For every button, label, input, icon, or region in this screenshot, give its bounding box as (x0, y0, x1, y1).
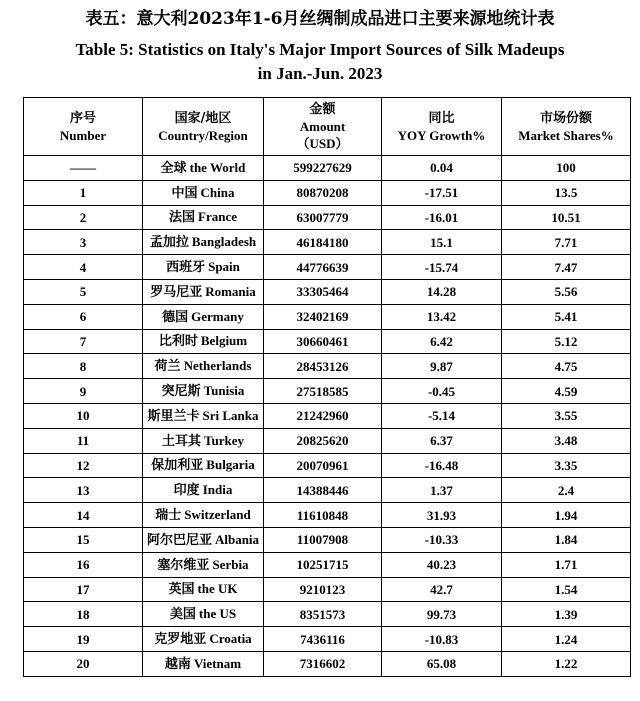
table-row (24, 651, 631, 676)
cell-share: 4.59 (502, 379, 631, 404)
cell-yoy: -5.14 (382, 403, 502, 428)
cell-amount: 27518585 (264, 379, 382, 404)
table-row (24, 403, 631, 428)
cell-yoy: 31.93 (382, 503, 502, 528)
table-header-row (24, 98, 631, 156)
cell-share: 10.51 (502, 205, 631, 230)
country-name-cn: 美国 (169, 607, 196, 623)
cell-country (143, 279, 264, 304)
table-row (24, 577, 631, 602)
country-name-cn: 阿尔巴尼亚 (146, 532, 212, 548)
cell-amount: 33305464 (264, 279, 382, 304)
cell-amount: 8351573 (264, 602, 382, 627)
country-name-en: Croatia (209, 631, 252, 647)
cell-yoy: 40.23 (382, 552, 502, 577)
cell-country (143, 180, 264, 205)
cell-share: 5.41 (502, 304, 631, 329)
country-name-cn: 全球 (160, 160, 187, 176)
cell-yoy: 15.1 (382, 230, 502, 255)
country-name-cn: 德国 (162, 309, 189, 325)
cell-share: 1.84 (502, 527, 631, 552)
cell-yoy: 1.37 (382, 478, 502, 503)
country-name-cn: 荷兰 (154, 359, 181, 375)
cell-share: 1.54 (502, 577, 631, 602)
cell-amount: 44776639 (264, 255, 382, 280)
cell-number: 19 (24, 627, 143, 652)
header-country-cn: 国家/地区 (174, 110, 232, 126)
cell-amount: 63007779 (264, 205, 382, 230)
cell-number: 18 (24, 602, 143, 627)
cell-number: 3 (24, 230, 143, 255)
header-share-en: Market Shares% (518, 127, 614, 143)
table-body (24, 156, 631, 677)
cell-number: 20 (24, 651, 143, 676)
cell-amount: 599227629 (264, 156, 382, 181)
cell-country (143, 428, 264, 453)
cell-number: 7 (24, 329, 143, 354)
import-sources-table (23, 97, 631, 677)
table-row (24, 180, 631, 205)
cell-yoy: -16.01 (382, 205, 502, 230)
country-name-cn: 克罗地亚 (154, 632, 207, 648)
title-english-line2: in Jan.-Jun. 2023 (257, 64, 383, 83)
country-name-en: Belgium (200, 333, 248, 349)
country-name-cn: 法国 (169, 210, 196, 226)
table-row (24, 627, 631, 652)
cell-amount: 46184180 (264, 230, 382, 255)
cell-share: 7.47 (502, 255, 631, 280)
country-name-cn: 斯里兰卡 (147, 408, 200, 424)
title-english-line1: Table 5: Statistics on Italy's Major Import Sources of Silk Madeups (75, 40, 565, 59)
header-number-cn: 序号 (69, 110, 96, 126)
table-row (24, 428, 631, 453)
table-row (24, 354, 631, 379)
header-share-cn: 市场份额 (539, 110, 592, 126)
country-name-en: Switzerland (184, 507, 251, 523)
cell-yoy: 6.42 (382, 329, 502, 354)
table-row (24, 453, 631, 478)
table-row (24, 304, 631, 329)
country-name-en: India (202, 482, 233, 498)
country-name-en: Spain (208, 259, 240, 275)
cell-share: 1.71 (502, 552, 631, 577)
cell-share: 3.35 (502, 453, 631, 478)
cell-amount: 9210123 (264, 577, 382, 602)
cell-yoy: 6.37 (382, 428, 502, 453)
header-amount-en: Amount (299, 119, 346, 134)
country-name-cn: 孟加拉 (149, 235, 189, 251)
cell-country (143, 478, 264, 503)
cell-yoy: 13.42 (382, 304, 502, 329)
cell-amount: 7316602 (264, 651, 382, 676)
cell-country (143, 255, 264, 280)
country-name-cn: 英国 (168, 582, 195, 598)
cell-yoy: -0.45 (382, 379, 502, 404)
cell-share: 7.71 (502, 230, 631, 255)
cell-country (143, 453, 264, 478)
cell-yoy: -10.33 (382, 527, 502, 552)
country-name-en: Vietnam (193, 655, 242, 671)
cell-number: 2 (24, 205, 143, 230)
header-yoy (382, 98, 502, 156)
cell-amount: 10251715 (264, 552, 382, 577)
country-name-cn: 印度 (173, 483, 200, 499)
country-name-en: the UK (197, 581, 238, 597)
cell-yoy: 42.7 (382, 577, 502, 602)
country-name-en: France (198, 209, 237, 225)
cell-share: 1.22 (502, 651, 631, 676)
cell-amount: 20070961 (264, 453, 382, 478)
header-country-en: Country/Region (158, 127, 248, 143)
cell-country (143, 577, 264, 602)
title-english (20, 38, 620, 86)
cell-share: 5.56 (502, 279, 631, 304)
cell-number: 4 (24, 255, 143, 280)
cell-number: 1 (24, 180, 143, 205)
header-share (502, 98, 631, 156)
country-name-cn: 保加利亚 (151, 458, 204, 474)
country-name-en: China (200, 184, 235, 200)
cell-yoy: -16.48 (382, 453, 502, 478)
cell-number: 10 (24, 403, 143, 428)
country-name-cn: 罗马尼亚 (150, 284, 203, 300)
cell-number: 13 (24, 478, 143, 503)
cell-country (143, 304, 264, 329)
country-name-cn: 比利时 (158, 334, 198, 350)
header-number (24, 98, 143, 156)
cell-country (143, 379, 264, 404)
cell-amount: 14388446 (264, 478, 382, 503)
country-name-en: Bangladesh (191, 234, 257, 250)
title-chinese: 表五：意大利2023年1-6月丝绸制成品进口主要来源地统计表 (85, 9, 555, 29)
table-row (24, 329, 631, 354)
country-name-en: the US (198, 606, 237, 622)
country-name-cn: 塞尔维亚 (157, 557, 210, 573)
cell-share: 5.12 (502, 329, 631, 354)
table-row (24, 552, 631, 577)
country-name-en: Turkey (204, 432, 244, 448)
cell-number: 15 (24, 527, 143, 552)
country-name-cn: 中国 (171, 185, 198, 201)
table-row (24, 279, 631, 304)
cell-amount: 80870208 (264, 180, 382, 205)
country-name-cn: 突尼斯 (161, 384, 201, 400)
country-name-cn: 越南 (164, 656, 191, 672)
cell-share: 1.24 (502, 627, 631, 652)
cell-amount: 21242960 (264, 403, 382, 428)
cell-number: 5 (24, 279, 143, 304)
header-amount (264, 98, 382, 156)
cell-share: 4.75 (502, 354, 631, 379)
cell-yoy: 99.73 (382, 602, 502, 627)
header-amount-unit: （USD） (296, 136, 349, 151)
cell-yoy: -10.83 (382, 627, 502, 652)
cell-share: 13.5 (502, 180, 631, 205)
cell-country (143, 503, 264, 528)
cell-country (143, 329, 264, 354)
table-row (24, 255, 631, 280)
country-name-en: Sri Lanka (202, 407, 259, 423)
table-row (24, 205, 631, 230)
country-name-en: the World (189, 159, 246, 175)
cell-country (143, 627, 264, 652)
cell-amount: 11007908 (264, 527, 382, 552)
cell-country (143, 403, 264, 428)
table-row (24, 156, 631, 181)
cell-number: 8 (24, 354, 143, 379)
cell-amount: 28453126 (264, 354, 382, 379)
header-yoy-en: YOY Growth% (397, 127, 486, 143)
cell-yoy: 65.08 (382, 651, 502, 676)
cell-number: 6 (24, 304, 143, 329)
cell-yoy: 9.87 (382, 354, 502, 379)
country-name-en: Serbia (212, 556, 249, 572)
country-name-en: Germany (191, 308, 244, 324)
cell-amount: 7436116 (264, 627, 382, 652)
cell-number: 11 (24, 428, 143, 453)
country-name-cn: 西班牙 (166, 260, 206, 276)
cell-amount: 20825620 (264, 428, 382, 453)
cell-number: —— (24, 156, 143, 181)
country-name-en: Netherlands (183, 358, 252, 374)
cell-yoy: -15.74 (382, 255, 502, 280)
cell-country (143, 552, 264, 577)
cell-amount: 11610848 (264, 503, 382, 528)
cell-share: 3.55 (502, 403, 631, 428)
cell-number: 17 (24, 577, 143, 602)
cell-yoy: 14.28 (382, 279, 502, 304)
header-amount-cn: 金额 (309, 102, 336, 117)
header-yoy-cn: 同比 (428, 110, 455, 126)
country-name-cn: 瑞士 (155, 508, 182, 524)
cell-country (143, 651, 264, 676)
cell-country (143, 354, 264, 379)
cell-share: 1.39 (502, 602, 631, 627)
cell-share: 1.94 (502, 503, 631, 528)
cell-country (143, 205, 264, 230)
cell-share: 3.48 (502, 428, 631, 453)
cell-country (143, 230, 264, 255)
cell-number: 14 (24, 503, 143, 528)
cell-yoy: 0.04 (382, 156, 502, 181)
cell-share: 100 (502, 156, 631, 181)
cell-number: 9 (24, 379, 143, 404)
cell-amount: 32402169 (264, 304, 382, 329)
table-row (24, 503, 631, 528)
cell-number: 12 (24, 453, 143, 478)
table-row (24, 379, 631, 404)
cell-country (143, 602, 264, 627)
country-name-en: Albania (214, 531, 260, 547)
header-number-en: Number (59, 127, 107, 143)
country-name-cn: 土耳其 (162, 433, 202, 449)
cell-amount: 30660461 (264, 329, 382, 354)
table-row (24, 478, 631, 503)
country-name-en: Tunisia (203, 383, 245, 399)
header-country (143, 98, 264, 156)
country-name-en: Bulgaria (206, 457, 255, 473)
table-row (24, 527, 631, 552)
table-row (24, 230, 631, 255)
cell-country (143, 156, 264, 181)
country-name-en: Romania (205, 283, 256, 299)
cell-country (143, 527, 264, 552)
cell-yoy: -17.51 (382, 180, 502, 205)
table-row (24, 602, 631, 627)
cell-share: 2.4 (502, 478, 631, 503)
cell-number: 16 (24, 552, 143, 577)
